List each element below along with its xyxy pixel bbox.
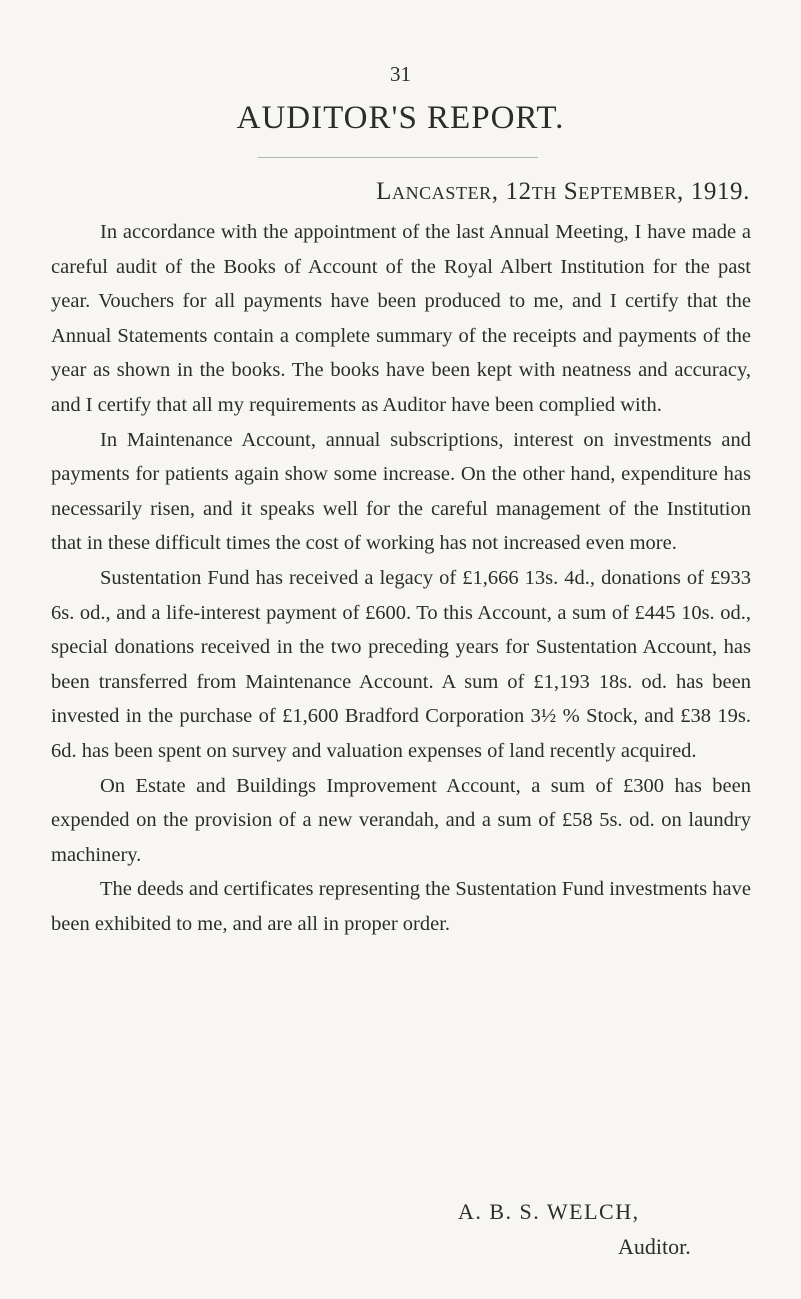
signature-role: Auditor. xyxy=(618,1234,691,1259)
page-title: AUDITOR'S REPORT. xyxy=(236,100,565,136)
report-body xyxy=(51,215,751,941)
dateline: Lancaster, 12th September, 1919. xyxy=(376,178,750,205)
title-divider xyxy=(258,157,538,158)
page-number: 31 xyxy=(390,62,411,86)
signature-name: A. B. S. WELCH, xyxy=(458,1199,640,1224)
paragraph-deeds-certificates: The deeds and certificates representing the Sustentation Fund investments have been exhibited to me, and are all in proper order. xyxy=(51,878,751,935)
paragraph-audit-scope: In accordance with the appointment of the last Annual Meeting, I have made a careful audit of the Books of Account of the Royal Albert Institution for the past year. Vouchers for all payments have been produced to me, and I certify that the Annual Statements contain a complete summary of the receipts and payments of the year as shown in the books. The books have been kept with neatness and accuracy, and I certify that all my requirements as Auditor have been complied with. xyxy=(51,221,751,416)
paragraph-sustentation-fund: Sustentation Fund has received a legacy of £1,666 13s. 4d., donations of £933 6s. od., and a life-interest payment of £600. To this Account, a sum of £445 10s. od., special donations received in the two preceding years for Sustentation Account, has been transferred from Maintenance Account. A sum of £1,193 18s. od. has been invested in the purchase of £1,600 Bradford Corporation 3½ % Stock, and £38 19s. 6d. has been spent on survey and valuation expenses of land recently acquired. xyxy=(51,566,751,762)
paragraph-maintenance-account: In Maintenance Account, annual subscriptions, interest on investments and payments for patients again show some increase. On the other hand, expenditure has necessarily risen, and it speaks well for the careful management of the Institution that in these difficult times the cost of working has not increased even more. xyxy=(51,428,751,555)
paragraph-estate-improvement: On Estate and Buildings Improvement Account, a sum of £300 has been expended on the provision of a new verandah, and a sum of £58 5s. od. on laundry machinery. xyxy=(51,774,751,866)
